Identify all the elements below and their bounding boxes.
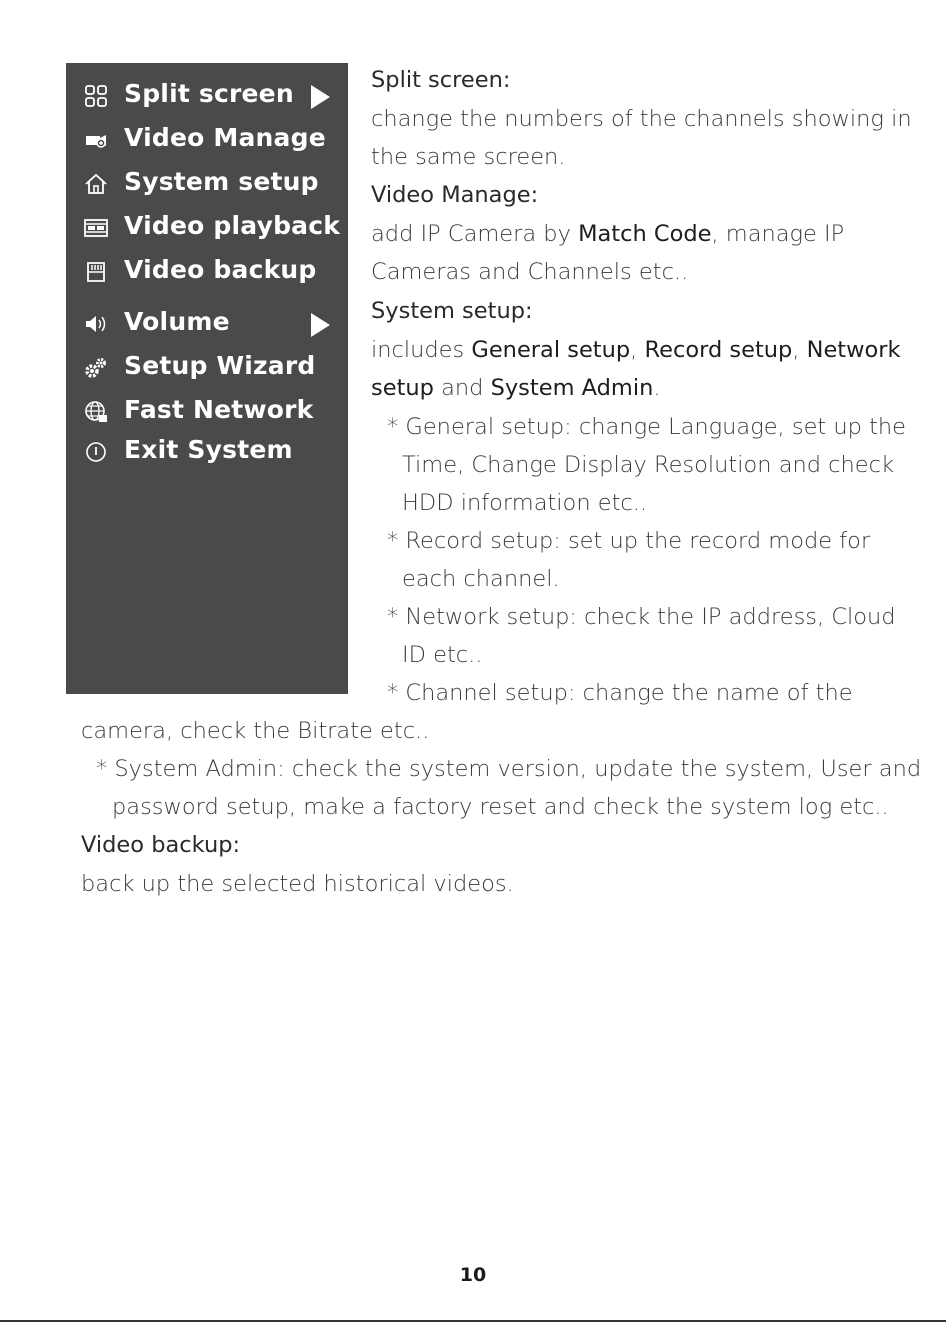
match-code-term: Match Code [578,221,712,247]
main-menu-panel [66,63,348,694]
split-screen-desc-line2: the same screen. [371,144,566,170]
submenu-arrow-icon [311,85,330,109]
record-setup-term: Record setup [644,337,793,363]
menu-item-setup-wizard[interactable] [66,347,348,387]
sd-card-icon [83,259,109,285]
menu-item-label: Split screen [124,79,294,108]
split-screen-desc-line1: change the numbers of the channels showing in [371,106,912,132]
record-setup-bullet-line1: * Record setup: set up the record mode for [387,528,871,554]
split-screen-heading: Split screen: [371,67,511,93]
menu-item-label: Fast Network [124,395,314,424]
globe-icon [83,399,109,425]
channel-setup-bullet-line1: * Channel setup: change the name of the [387,680,853,706]
general-setup-term: General setup [471,337,631,363]
bottom-divider [0,1320,946,1322]
system-admin-bullet-line2: password setup, make a factory reset and check the system log etc.. [112,794,889,820]
record-setup-bullet-line2: each channel. [402,566,560,592]
menu-item-label: Video Manage [124,123,326,152]
network-term: Network [806,337,901,363]
system-setup-desc-line1: includes General setup, Record setup, Network [371,337,901,363]
menu-item-split-screen[interactable] [66,75,348,115]
menu-item-video-manage[interactable] [66,119,348,159]
general-setup-bullet-line3: HDD information etc.. [402,490,648,516]
menu-item-volume[interactable] [66,303,348,343]
menu-item-video-playback[interactable] [66,207,348,247]
menu-item-fast-network[interactable] [66,391,348,431]
home-icon [83,171,109,197]
power-icon [83,439,109,465]
camera-icon [83,127,109,153]
video-backup-heading: Video backup: [81,832,241,858]
system-admin-term: System Admin [490,375,654,401]
menu-item-label: Video backup [124,255,317,284]
speaker-icon [83,311,109,337]
network-setup-bullet-line1: * Network setup: check the IP address, Cloud [387,604,896,630]
menu-item-label: Exit System [124,435,293,464]
general-setup-bullet-line2: Time, Change Display Resolution and check [402,452,895,478]
setup-term: setup [371,375,434,401]
video-backup-desc: back up the selected historical videos. [81,871,514,897]
channel-setup-bullet-line2: camera, check the Bitrate etc.. [81,718,430,744]
general-setup-bullet-line1: * General setup: change Language, set up the [387,414,907,440]
menu-item-label: Video playback [124,211,341,240]
menu-item-exit-system[interactable] [66,431,348,471]
menu-item-label: Volume [124,307,230,336]
grid-icon [83,83,109,109]
network-setup-bullet-line2: ID etc.. [402,642,483,668]
menu-item-video-backup[interactable] [66,251,348,291]
page-number: 10 [459,1264,487,1286]
video-manage-heading: Video Manage: [371,182,539,208]
system-admin-bullet-line1: * System Admin: check the system version, update the system, User and [96,756,922,782]
system-setup-desc-line2: setup and System Admin. [371,375,661,401]
menu-item-label: Setup Wizard [124,351,316,380]
video-manage-desc-line2: Cameras and Channels etc.. [371,259,689,285]
video-manage-desc-line1: add IP Camera by Match Code, manage IP [371,221,845,247]
system-setup-heading: System setup: [371,298,533,324]
menu-item-label: System setup [124,167,319,196]
gears-icon [83,355,109,381]
menu-item-system-setup[interactable] [66,163,348,203]
film-icon [83,215,109,241]
submenu-arrow-icon [311,313,330,337]
